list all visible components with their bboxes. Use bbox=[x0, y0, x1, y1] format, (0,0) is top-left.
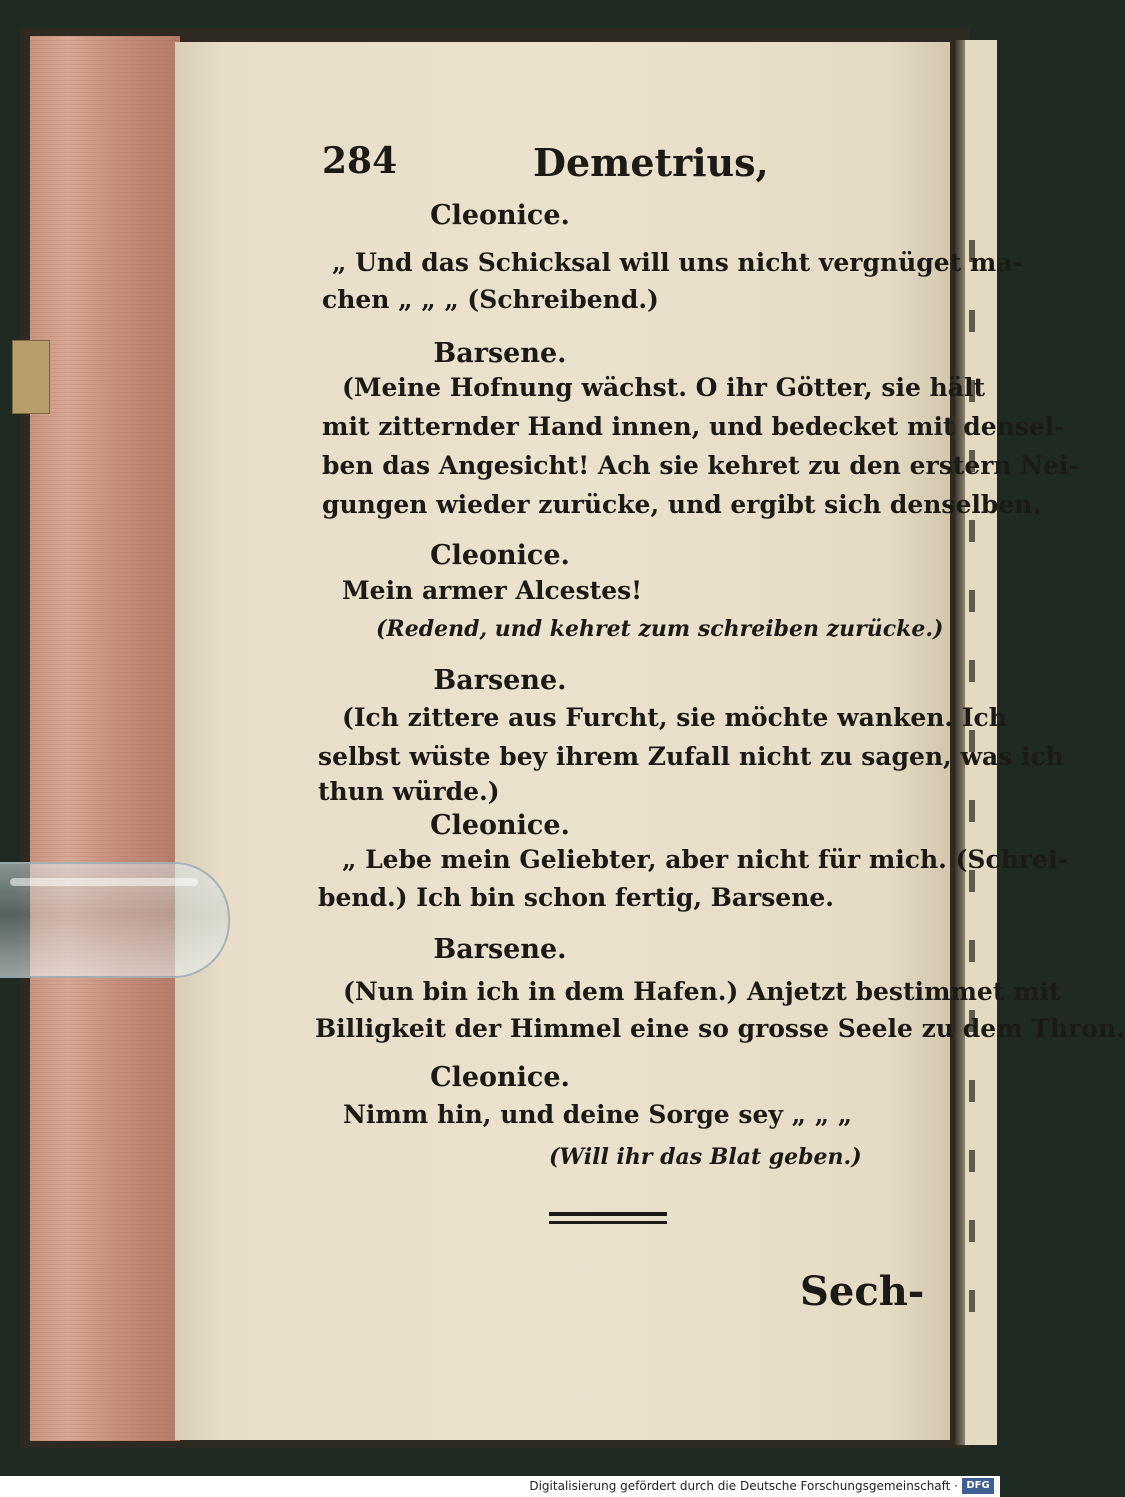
text-line: Billigkeit der Himmel eine so grosse Seele zu dem Thron. bbox=[315, 1014, 1125, 1043]
end-rule bbox=[549, 1212, 667, 1216]
text-line: thun würde.) bbox=[318, 777, 500, 806]
footer-credit: Digitalisierung gefördert durch die Deutsche Forschungsgemeinschaft · bbox=[529, 1479, 958, 1493]
end-rule bbox=[549, 1221, 667, 1224]
text-line: ben das Angesicht! Ach sie kehret zu den erstern Nei- bbox=[322, 451, 1079, 480]
text-line: mit zitternder Hand innen, und bedecket mit densel- bbox=[322, 412, 1065, 441]
text-line: Nimm hin, und deine Sorge sey „ „ „ bbox=[343, 1100, 853, 1129]
speaker-name: Cleonice. bbox=[430, 540, 570, 571]
catchword: Sech- bbox=[800, 1268, 925, 1315]
stage-direction: (Will ihr das Blat geben.) bbox=[549, 1144, 862, 1170]
text-line: (Ich zittere aus Furcht, sie möchte wanken. Ich bbox=[342, 703, 1007, 732]
glass-page-holder bbox=[0, 862, 230, 978]
text-line: selbst wüste bey ihrem Zufall nicht zu sagen, was ich bbox=[318, 742, 1064, 771]
speaker-name: Cleonice. bbox=[430, 1062, 570, 1093]
speaker-name: Barsene. bbox=[433, 665, 567, 696]
stage-direction: (Redend, und kehret zum schreiben zurücke.) bbox=[376, 616, 944, 642]
speaker-name: Cleonice. bbox=[430, 810, 570, 841]
speaker-name: Barsene. bbox=[433, 338, 567, 369]
text-line: „ Und das Schicksal will uns nicht vergnüget ma- bbox=[332, 248, 1023, 277]
text-line: „ Lebe mein Geliebter, aber nicht für mich. (Schrei- bbox=[342, 845, 1068, 874]
text-line: chen „ „ „ (Schreibend.) bbox=[322, 285, 659, 314]
speaker-name: Barsene. bbox=[433, 934, 567, 965]
speaker-name: Cleonice. bbox=[430, 200, 570, 231]
text-line: bend.) Ich bin schon fertig, Barsene. bbox=[318, 883, 834, 912]
text-line: Mein armer Alcestes! bbox=[342, 576, 643, 605]
text-line: (Nun bin ich in dem Hafen.) Anjetzt bestimmet mit bbox=[343, 977, 1061, 1006]
page-number: 284 bbox=[322, 140, 398, 182]
footer-bar bbox=[0, 1476, 1000, 1497]
text-line: (Meine Hofnung wächst. O ihr Götter, sie hält bbox=[342, 373, 986, 402]
page-fore-edge bbox=[30, 36, 180, 1441]
running-title: Demetrius, bbox=[533, 140, 769, 185]
dfg-logo: DFG bbox=[962, 1478, 994, 1494]
text-line: gungen wieder zurücke, und ergibt sich denselben. bbox=[322, 490, 1042, 519]
